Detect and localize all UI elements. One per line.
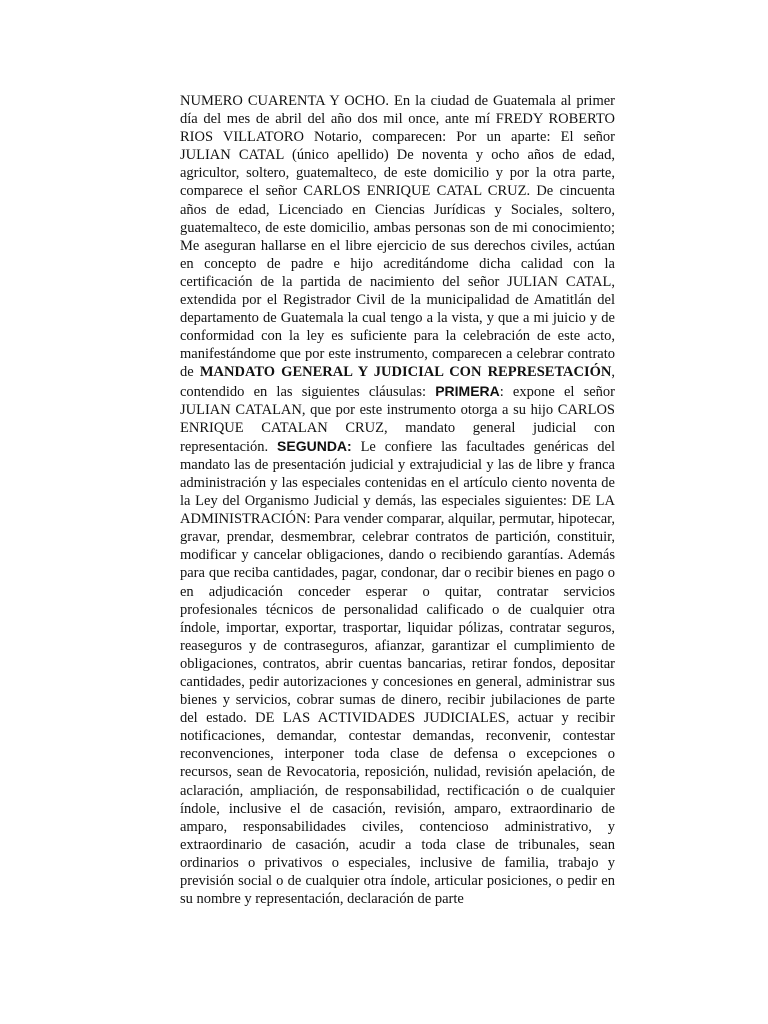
document-page bbox=[180, 92, 615, 952]
clause-primera-label: PRIMERA bbox=[435, 382, 500, 399]
contract-title: MANDATO GENERAL Y JUDICIAL CON REPRESETACIÓN bbox=[199, 364, 612, 381]
clause-primera-text: : expone el señor JULIAN CATALAN, que por este instrumento otorga a su hijo CARLOS ENRIQUE CATALAN CRUZ, mandato general judicial con representación. bbox=[180, 383, 615, 455]
deed-intro-text: NUMERO CUARENTA Y OCHO. En la ciudad de Guatemala al primer día del mes de abril del año dos mil once, ante mí FREDY ROBERTO RIOS VILLATORO Notario, comparecen: Por un aparte: El señor JULIAN CATAL (único apellido) De noventa y ocho años de edad, agricultor, soltero, guatemalteco, de este domicilio y por la otra parte, comparece el señor CARLOS ENRIQUE CATAL CRUZ. De cincuenta años de edad, Licenciado en Ciencias Jurídicas y Sociales, soltero, guatemalteco, de este domicilio, ambas personas son de mi conocimiento; Me aseguran hallarse en el libre ejercicio de sus derechos civiles, actúan en concepto de padre e hijo acreditándome dicha calidad con la certificación de la partida de nacimiento del señor JULIAN CATAL, extendida por el Registrador Civil de la municipalidad de Amatitlán del departamento de Guatemala la cual tengo a la vista, y que a mi juicio y de conformidad con la ley es suficiente para la celebración de este acto, manifestándome que por este instrumento, comparecen a celebrar contrato de bbox=[180, 93, 615, 381]
clause-segunda-text: Le confiere las facultades genéricas del mandato las de presentación judicial y extrajudicial y las de libre y franca administración y las especiales contenidas en el artículo ciento noventa de la Ley del Organismo Judicial y demás, las especiales siguientes: DE LA ADMINISTRACIÓN: Para vender comparar, alquilar, permutar, hipotecar, gravar, prendar, desmembrar, celebrar contratos de partición, constituir, modificar y cancelar obligaciones, dando o recibiendo garantías. Además para que reciba cantidades, pagar, condonar, dar o recibir bienes en pago o en adjudicación conceder esperar o quitar, contratar servicios profesionales técnicos de personalidad calificado o de cualquier otra índole, importar, exportar, trasportar, liquidar pólizas, contratar seguros, reaseguros y de contraseguros, afianzar, garantizar el cumplimiento de obligaciones, contratos, abrir cuentas bancarias, retirar fondos, depositar cantidades, pedir autorizaciones y concesiones en general, administrar sus bienes y servicios, cobrar sumas de dinero, recibir jubilaciones de parte del estado. DE LAS ACTIVIDADES JUDICIALES, actuar y recibir notificaciones, demandar, contestar demandas, reconvenir, contestar reconvenciones, interponer toda clase de defensa o excepciones o recursos, sean de Revocatoria, reposición, nulidad, revisión apelación, de aclaración, ampliación, de responsabilidad, rectificación o de cualquier índole, inclusive el de casación, revisión, amparo, extraordinario de amparo, responsabilidades civiles, contencioso administrativo, y extraordinario de casación, acudir a toda clase de tribunales, sean ordinarios o privativos o especiales, inclusive de familia, trabajo y previsión social o de cualquier otra índole, articular posiciones, o pedir en su nombre y representación, declaración de parte bbox=[180, 438, 615, 908]
clause-segunda-label: SEGUNDA: bbox=[277, 437, 352, 454]
clauses-intro-text: , contendido en las siguientes cláusulas: bbox=[180, 364, 615, 400]
document-body bbox=[180, 92, 615, 908]
